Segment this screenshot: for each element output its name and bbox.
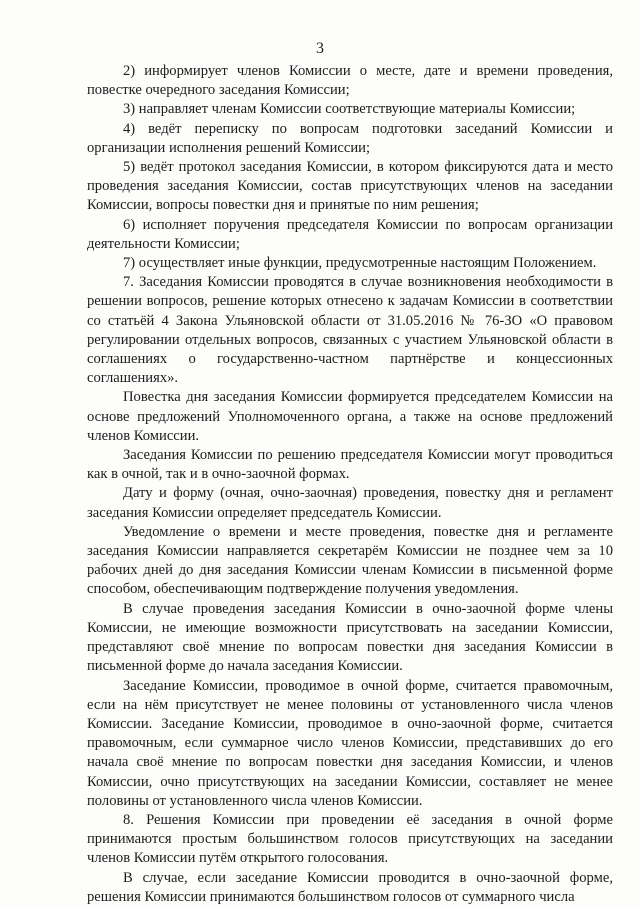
paragraph: 8. Решения Комиссии при проведении её заседания в очной форме принимаются простым большинством голосов присутствующих на заседании членов Комиссии путём открытого голосования.: [87, 811, 613, 867]
paragraph: 7. Заседания Комиссии проводятся в случае возникновения необходимости в решении вопросов, решение которых отнесено к задачам Комиссии в соответствии со статьёй 4 Закона Ульяновской области от 31.05.2016 № 76-ЗО «О правовом регулировании отдельных вопросов, связанных с участием Ульяновской области в соглашениях о государственно-частном партнёрстве и концессионных соглашениях».: [87, 274, 613, 387]
paragraph: В случае, если заседание Комиссии проводится в очно-заочной форме, решения Комиссии принимаются большинством голосов от суммарного числа: [87, 869, 613, 905]
paragraph: Заседания Комиссии по решению председателя Комиссии могут проводиться как в очной, так и в очно-заочной формах.: [87, 447, 613, 483]
paragraph: 6) исполняет поручения председателя Комиссии по вопросам организации деятельности Комиссии;: [87, 216, 613, 252]
paragraph: В случае проведения заседания Комиссии в очно-заочной форме члены Комиссии, не имеющие возможности присутствовать на заседании Комиссии, представляют своё мнение по вопросам повестки дня заседания Комиссии в письменной форме до начала заседания Комиссии.: [87, 600, 613, 675]
paragraph: Дату и форму (очная, очно-заочная) проведения, повестку дня и регламент заседания Комиссии определяет председатель Комиссии.: [87, 485, 613, 521]
paragraph: Уведомление о времени и месте проведения, повестке дня и регламенте заседания Комиссии направляется секретарём Комиссии не позднее чем за 10 рабочих дней до дня заседания Комиссии членам Комиссии в письменной форме способом, обеспечивающим подтверждение получения уведомления.: [87, 523, 613, 598]
paragraph: 7) осуществляет иные функции, предусмотренные настоящим Положением.: [123, 255, 597, 272]
paragraph: 5) ведёт протокол заседания Комиссии, в котором фиксируются дата и место проведения заседания Комиссии, состав присутствующих членов на заседании Комиссии, вопросы повестки дня и принятые по ним решения;: [87, 159, 613, 214]
paragraph: Заседание Комиссии, проводимое в очной форме, считается правомочным, если на нём присутствует не менее половины от установленного числа членов Комиссии. Заседание Комиссии, проводимое в очно-заочной форме, считается правомочным, если суммарное число членов Комиссии, представивших до его начала своё мнение по вопросам повестки дня заседания Комиссии, и членов Комиссии, очно присутствующих на заседании Комиссии, составляет не менее половины от установленного числа членов Комиссии.: [87, 677, 613, 809]
paragraph: 4) ведёт переписку по вопросам подготовки заседаний Комиссии и организации исполнения решений Комиссии;: [87, 120, 613, 156]
page-number: 3: [316, 40, 324, 57]
document-body: [87, 62, 613, 907]
paragraph: 2) информирует членов Комиссии о месте, дате и времени проведения, повестке очередного заседания Комиссии;: [87, 63, 613, 99]
paragraph: 3) направляет членам Комиссии соответствующие материалы Комиссии;: [123, 101, 576, 118]
paragraph: Повестка дня заседания Комиссии формируется председателем Комиссии на основе предложений Уполномоченного органа, а также на основе предложений членов Комиссии.: [87, 389, 613, 444]
